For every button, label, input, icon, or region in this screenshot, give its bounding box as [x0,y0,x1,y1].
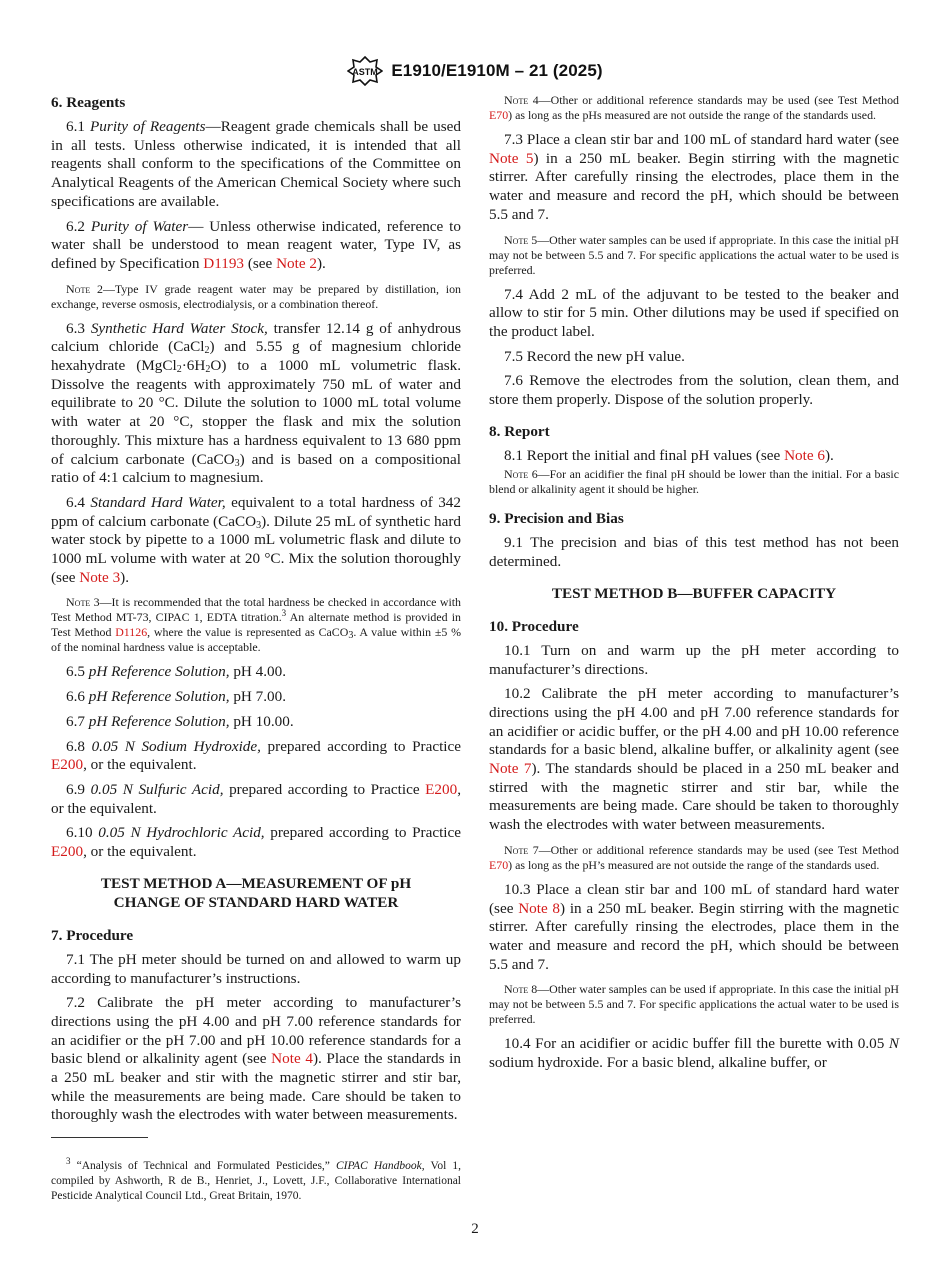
note-5: Note 5—Other water samples can be used if appropriate. In this case the initial pH may not be between 5.5 and 7. For specific applications the actual water to be used is preferred. [489,232,899,277]
note-8: Note 8—Other water samples can be used if appropriate. In this case the initial pH may not be between 5.5 and 7. For specific applications the actual water to be used is preferred. [489,982,899,1027]
para-7-3: 7.3 Place a clean stir bar and 100 mL of standard hard water (see Note 5) in a 250 mL beaker. Begin stirring with the magnetic stirrer. After carefully rinsing the electrodes, place them in the water and measure and record the pH, which should be between 5.5 and 7. [489,131,899,223]
svg-text:ASTM: ASTM [352,67,379,77]
para-10-3: 10.3 Place a clean stir bar and 100 mL of standard hard water (see Note 8) in a 250 mL beaker. Begin stirring with the magnetic stirrer. After carefully rinsing the electrodes, place them in the water and measure and record the pH, which should be between 5.5 and 7. [489,880,899,973]
footnote-3: $^3$ “Analysis of Technical and Formulated Pesticides,” CIPAC Handbook, Vol 1, compiled by Ashworth, R de B., Henriet, J., Lovett, J.F., Collaborative International Pesticide Analytical Council Ltd., Great Britain, 1970. [51,1155,461,1202]
section-10-heading: 10. Procedure [489,617,579,635]
para-6-6: 6.6 pH Reference Solution, pH 7.00. [66,688,287,706]
para-9-1: 9.1 The precision and bias of this test method has not been determined. [489,534,899,571]
link-e70[interactable]: E70 [489,108,509,122]
link-note-7[interactable]: Note 7 [489,760,532,778]
para-10-4: 10.4 For an acidifier or acidic buffer fill the burette with 0.05 N sodium hydroxide. For a basic blend, alkaline buffer, or [489,1035,899,1072]
link-e200[interactable]: E200 [51,756,84,774]
para-7-2: 7.2 Calibrate the pH meter according to manufacturer’s directions using the pH 4.00 and pH 7.00 reference standards for an acidifier or the pH 7.00 and pH 10.00 reference standards for a basic blend or alkalinity agent (see Note 4). Place the standards in a 250 mL beaker and stir with the magnetic stirrer and stir bar, while the measurements are being made. Care should be taken to thoroughly wash the electrodes with water between measurements. [51,994,461,1124]
note-4: Note 4—Other or additional reference standards may be used (see Test Method E70) as long as the pHs measured are not outside the range of the standards used. [489,93,899,122]
link-e200[interactable]: E200 [425,780,458,798]
note-6: Note 6—For an acidifier the final pH should be lower than the initial. For a basic blend or alkalinity agent it should be higher. [489,467,899,497]
link-note-6[interactable]: Note 6 [784,446,825,464]
para-6-3: 6.3 Synthetic Hard Water Stock, transfer 12.14 g of anhydrous calcium chloride (CaCl$_2$) and 5.55 g of magnesium chloride hexahydrate $(MgCl_2\cdot 6H_2O)$ to a 1000 mL volumetric flask. Dissolve the reagents with approximately 750 mL of water and equilibrate to 20 °C. Dilute the solution to 1000 mL total volume with water at 20 °C, stopper the flask and mix the solution thoroughly. This mixture has a hardness equivalent to 13 680 ppm of calcium carbonate (CaCO$_3$) and is based on a compositional ratio of 4:1 calcium to magnesium. [51,319,462,487]
link-d1193[interactable]: D1193 [203,254,245,272]
para-6-7: 6.7 pH Reference Solution, pH 10.00. [66,712,294,730]
para-6-10: 6.10 0.05 N Hydrochloric Acid, prepared according to Practice E200, or the equivalent. [51,824,461,861]
note-3: Note 3—It is recommended that the total hardness be checked in accordance with Test Method MT-73, CIPAC 1, EDTA titration.$^3$ An alternate method is provided in Test Method D1126, where the value is represented as CaCO$_3$. A value within ±5 % of the nominal hardness value is acceptable. [51,595,462,655]
note-7: Note 7—Other or additional reference standards may be used (see Test Method E70) as long as the pH’s measured are not outside the range of the standards used. [489,842,899,872]
para-7-6: 7.6 Remove the electrodes from the solution, clean them, and store them properly. Dispose of the solution properly. [489,372,899,409]
document-id: E1910/E1910M – 21 (2025) [391,61,603,80]
link-note-8[interactable]: Note 8 [518,899,561,917]
para-10-1: 10.1 Turn on and warm up the pH meter according to manufacturer’s directions. [489,641,899,678]
link-note-5[interactable]: Note 5 [489,149,534,167]
note-2: Note 2—Type IV grade reagent water may be prepared by distillation, ion exchange, reverse osmosis, electrodialysis, or a combination thereof. [51,281,461,311]
method-b-title: TEST METHOD B—BUFFER CAPACITY [551,584,837,602]
para-6-4: 6.4 Standard Hard Water, equivalent to a total hardness of 342 ppm of calcium carbonate (CaCO$_3$). Dilute 25 mL of synthetic hard water stock by pipette to a 1000 mL volumetric flask and dilute to 1000 mL volume with water at 20 °C. Mix the solution thoroughly (see Note 3). [51,493,461,586]
page-number: 2 [471,1221,479,1237]
footnote-divider [51,1137,148,1138]
para-6-9: 6.9 0.05 N Sulfuric Acid, prepared according to Practice E200, or the equivalent. [51,780,462,817]
para-7-4: 7.4 Add 2 mL of the adjuvant to be tested to the beaker and allow to stir for 5 min. Other dilutions may be used if specified on the product label. [489,285,899,340]
page-header [0,54,950,88]
link-e70[interactable]: E70 [489,857,509,872]
section-6-heading: 6. Reagents [51,94,126,111]
link-d1126[interactable]: D1126 [115,625,148,640]
para-8-1: 8.1 Report the initial and final pH values (see Note 6). [504,446,834,464]
para-10-2: 10.2 Calibrate the pH meter according to manufacturer’s directions using the pH 4.00 and pH 7.00 reference standards for an acidifier or acidic buffer, or the pH 4.00 and pH 10.00 reference standards for a basic blend, alkaline buffer, or alkalinity agent (see Note 7). The standards should be placed in a 250 mL beaker and stirred with the magnetic stirrer and stir bar, while the measurements are being made. Care should be taken to thoroughly wash the electrodes with water between measurements. [489,685,899,834]
link-note-2[interactable]: Note 2 [276,254,317,272]
link-e200[interactable]: E200 [51,843,84,861]
astm-logo-icon [347,56,383,86]
link-note-3[interactable]: Note 3 [79,568,121,586]
method-a-title: TEST METHOD A—MEASUREMENT OF pH CHANGE OF STANDARD HARD WATER [100,874,412,911]
para-6-5: 6.5 pH Reference Solution, pH 4.00. [66,663,287,681]
right-column [489,93,899,1079]
para-6-8: 6.8 0.05 N Sodium Hydroxide, prepared according to Practice E200, or the equivalent. [51,737,462,774]
left-column [51,93,461,1131]
section-7-heading: 7. Procedure [51,926,134,944]
section-8-heading: 8. Report [489,422,550,440]
para-7-5: 7.5 Record the new pH value. [504,347,685,365]
link-note-4[interactable]: Note 4 [271,1050,313,1068]
para-6-2: 6.2 Purity of Water— Unless otherwise indicated, reference to water shall be understood to mean reagent water, Type IV, as defined by Specification D1193 (see Note 2). [51,217,461,272]
para-6-1: 6.1 Purity of Reagents—Reagent grade chemicals shall be used in all tests. Unless otherwise indicated, it is intended that all reagents shall conform to the specifications of the Committee on Analytical Reagents of the American Chemical Society where such specifications are available. [51,118,462,210]
para-7-1: 7.1 The pH meter should be turned on and allowed to warm up according to manufacturer’s instructions. [51,950,461,987]
section-9-heading: 9. Precision and Bias [489,510,624,528]
